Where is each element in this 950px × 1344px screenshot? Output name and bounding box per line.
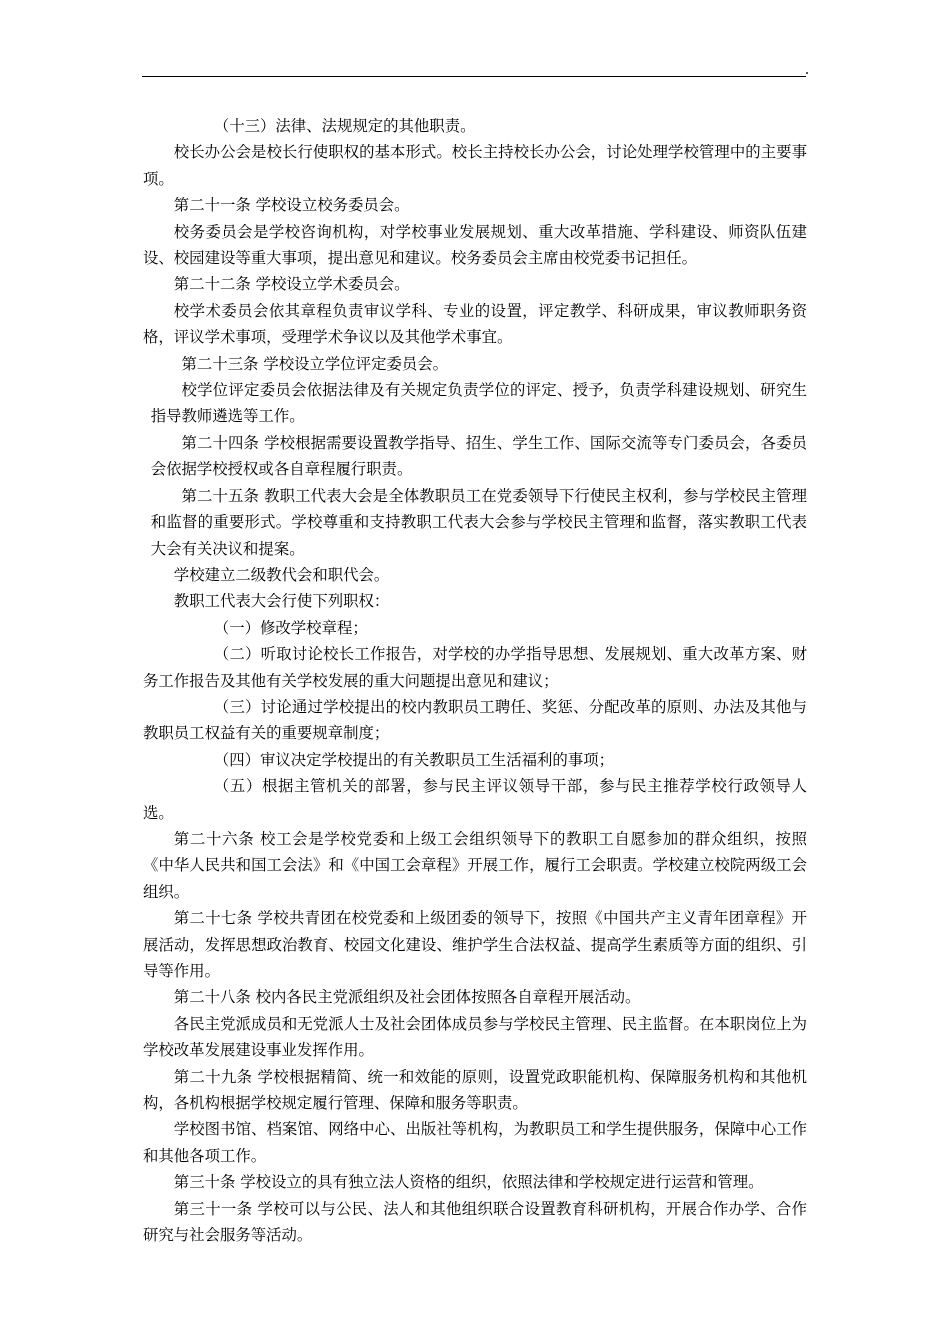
paragraph-congress-powers-intro: 教职工代表大会行使下列职权： (173, 592, 390, 611)
article-29-paragraph: 第二十九条 学校根据精简、统一和效能的原则，设置党政职能机构、保障服务机构和其他机构，各机构根据学校规定履行管理、保障和服务等职责。 (143, 1067, 807, 1113)
power-item-2: （二）听取讨论校长工作报告，对学校的办学指导思想、发展规划、重大改革方案、财务工作报告及其他有关学校发展的重大问题提出意见和建议； (143, 645, 807, 690)
article-27-paragraph: 第二十七条 学校共青团在校党委和上级团委的领导下，按照《中国共产主义青年团章程》开展活动，发挥思想政治教育、校园文化建设、维护学生合法权益、提高学生素质等方面的组织、引导等作用。 (143, 909, 807, 980)
power-item-1: （一）修改学校章程； (213, 618, 368, 637)
article-28-heading: 第二十八条 校内各民主党派组织及社会团体按照各自章程开展活动。 (173, 988, 641, 1007)
power-item-4: （四）审议决定学校提出的有关教职员工生活福利的事项； (213, 750, 614, 769)
article-30-paragraph: 第三十条 学校设立的具有独立法人资格的组织，依照法律和学校规定进行运营和管理。 (173, 1173, 764, 1192)
article-24-paragraph: 第二十四条 学校根据需要设置教学指导、招生、学生工作、国际交流等专门委员会，各委员会依据学校授权或各自章程履行职责。 (150, 433, 807, 479)
paragraph-school-affairs-committee: 校务委员会是学校咨询机构，对学校事业发展规划、重大改革措施、学科建设、师资队伍建设、校园建设等重大事项，提出意见和建议。校务委员会主席由校党委书记担任。 (143, 222, 807, 268)
power-item-5: （五）根据主管机关的部署，参与民主评议领导干部，参与民主推荐学校行政领导人选。 (143, 777, 807, 822)
header-rule (142, 76, 806, 77)
paragraph-principal-office-meeting: 校长办公会是校长行使职权的基本形式。校长主持校长办公会，讨论处理学校管理中的主要事项。 (143, 143, 807, 188)
document-body (143, 113, 807, 1248)
article-31-paragraph: 第三十一条 学校可以与公民、法人和其他组织联合设置教育科研机构，开展合作办学、合作研究与社会服务等活动。 (143, 1199, 807, 1245)
paragraph-democratic-parties: 各民主党派成员和无党派人士及社会团体成员参与学校民主管理、民主监督。在本职岗位上为学校改革发展建设事业发挥作用。 (143, 1014, 807, 1060)
paragraph-two-level-congress: 学校建立二级教代会和职代会。 (173, 565, 390, 584)
article-25-paragraph: 第二十五条 教职工代表大会是全体教职员工在党委领导下行使民主权利，参与学校民主管理和监督的重要形式。学校尊重和支持教职工代表大会参与学校民主管理和监督，落实教职工代表大会有关决议和提案。 (150, 486, 807, 558)
paragraph-service-institutions: 学校图书馆、档案馆、网络中心、出版社等机构，为教职员工和学生提供服务，保障中心工作和其他各项工作。 (143, 1120, 807, 1165)
article-26-paragraph: 第二十六条 校工会是学校党委和上级工会组织领导下的教职工自愿参加的群众组织，按照《中华人民共和国工会法》和《中国工会章程》开展工作，履行工会职责。学校建立校院两级工会组织。 (143, 829, 807, 901)
power-item-3: （三）讨论通过学校提出的校内教职员工聘任、奖惩、分配改革的原则、办法及其他与教职员工权益有关的重要规章制度； (143, 697, 807, 743)
article-23-heading: 第二十三条 学校设立学位评定委员会。 (181, 354, 449, 373)
article-22-heading: 第二十二条 学校设立学术委员会。 (173, 275, 410, 294)
clause-item-13: （十三）法律、法规规定的其他职责。 (213, 117, 476, 135)
paragraph-degree-committee: 校学位评定委员会依据法律及有关规定负责学位的评定、授予，负责学科建设规划、研究生指导教师遴选等工作。 (150, 381, 807, 426)
header-rule-mark (806, 72, 808, 74)
paragraph-academic-committee: 校学术委员会依其章程负责审议学科、专业的设置，评定教学、科研成果，审议教师职务资格，评议学术事项，受理学术争议以及其他学术事宜。 (143, 301, 807, 347)
article-21-heading: 第二十一条 学校设立校务委员会。 (173, 196, 410, 215)
